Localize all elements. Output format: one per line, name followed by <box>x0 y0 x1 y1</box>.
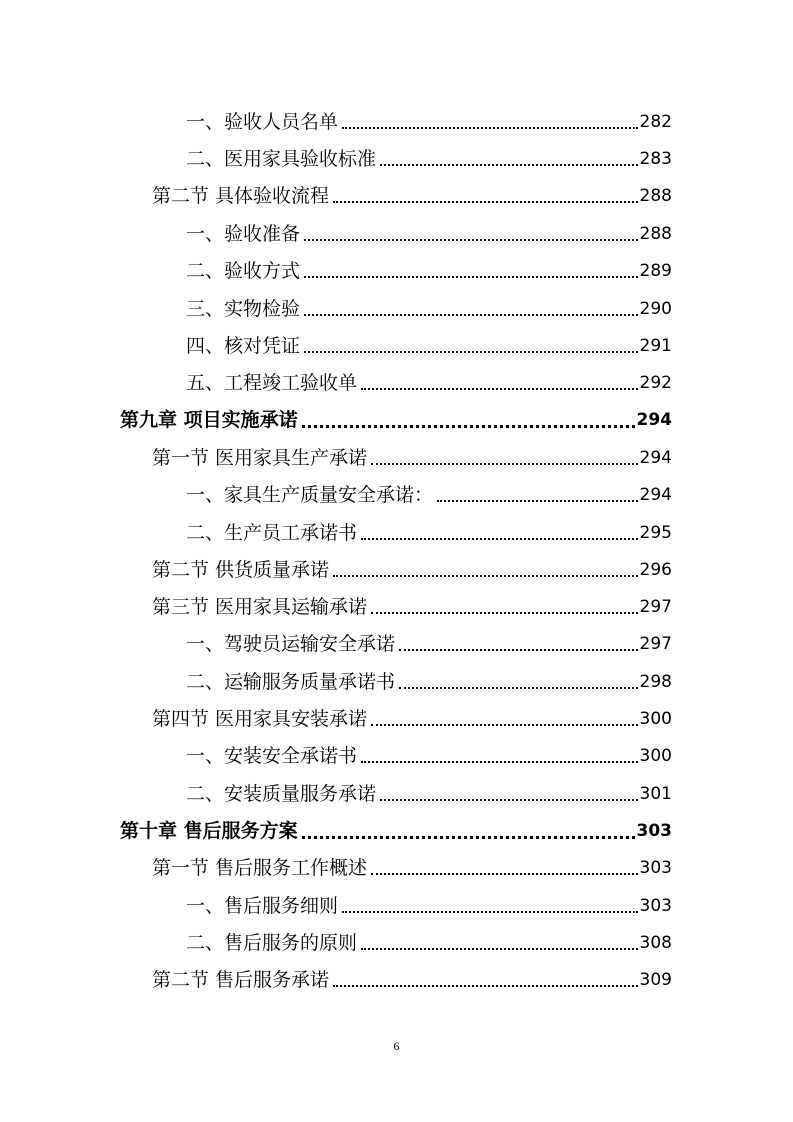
toc-entry-title: 一、安装安全承诺书 <box>186 745 358 767</box>
toc-entry[interactable] <box>152 552 672 582</box>
toc-entry[interactable] <box>186 664 672 694</box>
toc-entry-title: 第二节 具体验收流程 <box>152 185 330 207</box>
toc-entry-title: 第十章 售后服务方案 <box>120 820 298 842</box>
toc-entry-title: 一、售后服务细则 <box>186 895 339 917</box>
toc-entry-page: 297 <box>639 597 672 617</box>
toc-entry[interactable] <box>152 440 672 470</box>
toc-leader-dots <box>333 201 638 203</box>
toc-entry-title: 第一节 售后服务工作概述 <box>152 857 368 879</box>
toc-entry[interactable] <box>186 291 672 321</box>
toc-entry[interactable] <box>152 701 672 731</box>
toc-entry-title: 二、安装质量服务承诺 <box>186 783 377 805</box>
toc-leader-dots <box>342 127 638 129</box>
toc-entry-title: 第一节 医用家具生产承诺 <box>152 447 368 469</box>
toc-entry-page: 288 <box>639 186 672 206</box>
toc-leader-dots <box>304 276 638 278</box>
toc-entry[interactable] <box>186 626 672 656</box>
toc-leader-dots <box>302 836 635 839</box>
toc-entry-title: 第四节 医用家具安装承诺 <box>152 708 368 730</box>
toc-entry[interactable] <box>186 104 672 134</box>
toc-leader-dots <box>371 463 638 465</box>
toc-leader-dots <box>361 538 638 540</box>
toc-entry[interactable] <box>186 141 672 171</box>
toc-entry-title: 五、工程竣工验收单 <box>186 372 358 394</box>
toc-entry-page: 294 <box>639 448 672 468</box>
toc-entry-page: 292 <box>639 373 672 393</box>
toc-entry-title: 二、医用家具验收标准 <box>186 148 377 170</box>
toc-leader-dots <box>342 911 638 913</box>
toc-entry[interactable] <box>152 962 672 992</box>
toc-entry-title: 第二节 供货质量承诺 <box>152 559 330 581</box>
toc-leader-dots <box>333 985 638 987</box>
toc-entry-page: 283 <box>639 149 672 169</box>
toc-entry-page: 300 <box>639 746 672 766</box>
toc-leader-dots <box>380 799 638 801</box>
toc-entry-title: 一、驾驶员运输安全承诺 <box>186 633 396 655</box>
toc-entry-title: 二、验收方式 <box>186 260 301 282</box>
toc-entry-page: 298 <box>639 672 672 692</box>
toc-entry[interactable] <box>186 888 672 918</box>
toc-leader-dots <box>399 649 638 651</box>
toc-entry[interactable] <box>186 776 672 806</box>
toc-entry[interactable] <box>186 328 672 358</box>
toc-leader-dots <box>371 873 638 875</box>
toc-leader-dots <box>304 351 638 353</box>
toc-leader-dots <box>399 687 638 689</box>
toc-leader-dots <box>333 575 638 577</box>
toc-entry[interactable] <box>152 178 672 208</box>
toc-entry[interactable] <box>186 365 672 395</box>
toc-leader-dots <box>437 500 638 502</box>
toc-entry[interactable] <box>186 925 672 955</box>
toc-leader-dots <box>361 761 638 763</box>
toc-entry-title: 一、验收准备 <box>186 223 301 245</box>
toc-entry-page: 282 <box>639 112 672 132</box>
toc-entry[interactable] <box>152 850 672 880</box>
toc-entry[interactable] <box>186 216 672 246</box>
toc-entry-title: 第三节 医用家具运输承诺 <box>152 596 368 618</box>
toc-entry-page: 297 <box>639 634 672 654</box>
toc-entry-title: 第九章 项目实施承诺 <box>120 409 298 431</box>
toc-entry-page: 296 <box>639 560 672 580</box>
toc-entry-page: 309 <box>639 970 672 990</box>
page-number: 6 <box>393 1039 400 1053</box>
toc-leader-dots <box>380 164 638 166</box>
toc-entry-page: 308 <box>639 933 672 953</box>
toc-leader-dots <box>304 314 638 316</box>
toc-entry[interactable] <box>152 589 672 619</box>
toc-entry[interactable] <box>186 515 672 545</box>
toc-leader-dots <box>371 724 638 726</box>
toc-entry[interactable] <box>186 253 672 283</box>
toc-entry-chapter[interactable] <box>120 402 672 432</box>
toc-entry-title: 一、验收人员名单 <box>186 111 339 133</box>
toc-entry-title: 二、生产员工承诺书 <box>186 522 358 544</box>
toc-entry-page: 301 <box>639 784 672 804</box>
toc-leader-dots <box>371 612 638 614</box>
toc-leader-dots <box>302 425 635 428</box>
toc-leader-dots <box>361 388 638 390</box>
toc-entry-page: 303 <box>636 821 672 841</box>
toc-entry-page: 295 <box>639 523 672 543</box>
toc-entry-page: 294 <box>639 485 672 505</box>
toc-leader-dots <box>304 239 638 241</box>
toc-entry-title: 四、核对凭证 <box>186 335 301 357</box>
toc-entry-page: 300 <box>639 709 672 729</box>
toc-entry-page: 289 <box>639 261 672 281</box>
toc-entry[interactable] <box>186 477 672 507</box>
toc-entry[interactable] <box>186 738 672 768</box>
toc-leader-dots <box>361 948 638 950</box>
toc-entry-page: 290 <box>639 299 672 319</box>
toc-entry-title: 一、家具生产质量安全承诺： <box>186 484 434 506</box>
toc-entry-page: 294 <box>636 410 672 430</box>
toc-entry-title: 二、运输服务质量承诺书 <box>186 671 396 693</box>
toc-entry-title: 第二节 售后服务承诺 <box>152 969 330 991</box>
toc-entry-page: 288 <box>639 224 672 244</box>
toc-entry-page: 291 <box>639 336 672 356</box>
toc-entry-title: 二、售后服务的原则 <box>186 932 358 954</box>
toc-entry-title: 三、实物检验 <box>186 298 301 320</box>
toc-entry-page: 303 <box>639 896 672 916</box>
toc-entry-page: 303 <box>639 858 672 878</box>
toc-entry-chapter[interactable] <box>120 813 672 843</box>
